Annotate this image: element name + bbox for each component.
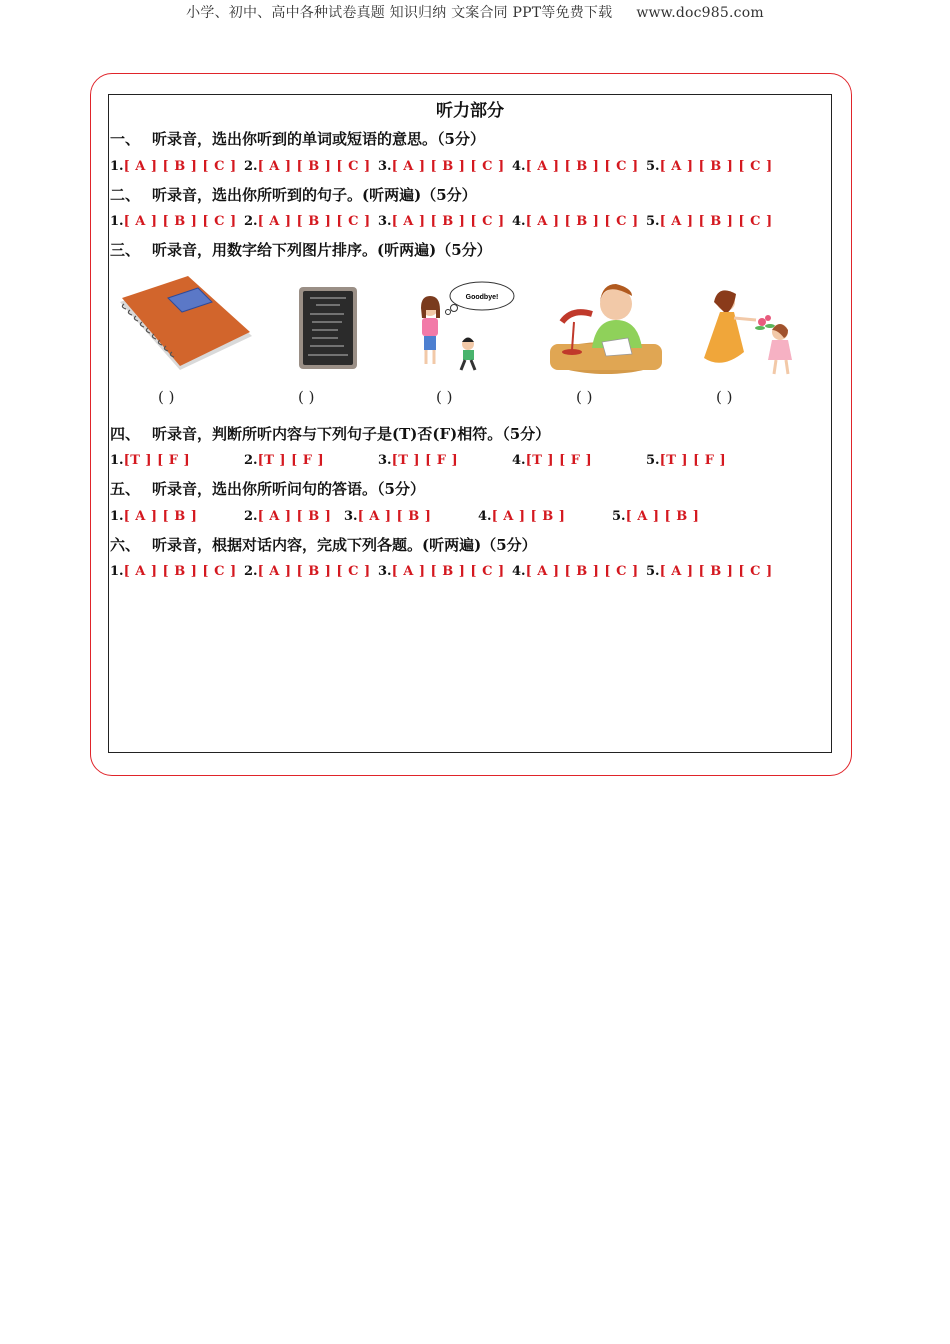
section-number: 六、 <box>110 536 141 554</box>
answer-item-5[interactable]: 5.[ A ] [ B ] [ C ] <box>646 214 773 229</box>
answer-item-5[interactable]: 5.[ A ] [ B ] [ C ] <box>646 159 773 174</box>
answer-item-1[interactable]: 1.[ A ] [ B ] <box>110 509 198 524</box>
answer-item-5[interactable]: 5.[T ] [ F ] <box>646 453 727 468</box>
goodbye-picture <box>412 278 518 378</box>
boy-writing-picture <box>546 282 662 376</box>
answer-item-3[interactable]: 3.[ A ] [ B ] [ C ] <box>378 214 505 229</box>
section-number: 三、 <box>110 241 141 259</box>
answer-item-3[interactable]: 3.[ A ] [ B ] [ C ] <box>378 564 505 579</box>
answer-item-4[interactable]: 4.[T ] [ F ] <box>512 453 593 468</box>
answer-item-2[interactable]: 2.[T ] [ F ] <box>244 453 325 468</box>
order-blank-3[interactable]: ( ) <box>436 388 453 406</box>
answer-item-1[interactable]: 1.[T ] [ F ] <box>110 453 191 468</box>
answer-item-2[interactable]: 2.[ A ] [ B ] [ C ] <box>244 159 371 174</box>
answer-item-2[interactable]: 2.[ A ] [ B ] <box>244 509 332 524</box>
answer-item-5[interactable]: 5.[ A ] [ B ] <box>612 509 700 524</box>
section-instruction: 听录音，判断所听内容与下列句子是(T)否(F)相符。（5分） <box>152 425 551 443</box>
answer-item-1[interactable]: 1.[ A ] [ B ] [ C ] <box>110 564 237 579</box>
order-blank-2[interactable]: ( ) <box>298 388 315 406</box>
section-number: 一、 <box>110 130 141 148</box>
header-site[interactable]: www.doc985.com <box>636 5 764 21</box>
order-blank-5[interactable]: ( ) <box>716 388 733 406</box>
section-number: 二、 <box>110 186 141 204</box>
section-instruction: 听录音，选出你听到的单词或短语的意思。（5分） <box>152 130 485 148</box>
answer-item-4[interactable]: 4.[ A ] [ B ] [ C ] <box>512 159 639 174</box>
speech-bubble-text: Goodbye! <box>465 294 499 301</box>
answer-item-1[interactable]: 1.[ A ] [ B ] [ C ] <box>110 214 237 229</box>
section-6-heading <box>110 534 537 555</box>
answer-item-3[interactable]: 3.[T ] [ F ] <box>378 453 459 468</box>
header-text: 小学、初中、高中各种试卷真题 知识归纳 文案合同 PPT等免费下载 <box>186 5 613 21</box>
chalkboard-picture <box>298 286 358 370</box>
answer-item-4[interactable]: 4.[ A ] [ B ] [ C ] <box>512 214 639 229</box>
section-3-heading <box>110 239 492 260</box>
section-number: 五、 <box>110 480 141 498</box>
answer-item-3[interactable]: 3.[ A ] [ B ] <box>344 509 432 524</box>
woman-girl-flowers-picture <box>690 282 800 378</box>
answer-item-4[interactable]: 4.[ A ] [ B ] [ C ] <box>512 564 639 579</box>
answer-item-3[interactable]: 3.[ A ] [ B ] [ C ] <box>378 159 505 174</box>
page-header <box>0 2 950 22</box>
section-1-heading <box>110 128 485 149</box>
answer-item-1[interactable]: 1.[ A ] [ B ] [ C ] <box>110 159 237 174</box>
notebook-picture <box>118 276 254 376</box>
section-2-heading <box>110 184 477 205</box>
answer-item-2[interactable]: 2.[ A ] [ B ] [ C ] <box>244 214 371 229</box>
section-number: 四、 <box>110 425 141 443</box>
section-4-heading <box>110 423 550 444</box>
section-instruction: 听录音，根据对话内容，完成下列各题。(听两遍)（5分） <box>152 536 537 554</box>
answer-item-5[interactable]: 5.[ A ] [ B ] [ C ] <box>646 564 773 579</box>
answer-item-4[interactable]: 4.[ A ] [ B ] <box>478 509 566 524</box>
section-title: 听力部分 <box>436 101 504 121</box>
section-instruction: 听录音，用数字给下列图片排序。(听两遍)（5分） <box>152 241 492 259</box>
section-instruction: 听录音，选出你所听到的句子。(听两遍)（5分） <box>152 186 477 204</box>
section-instruction: 听录音，选出你所听问句的答语。（5分） <box>152 480 425 498</box>
order-blank-4[interactable]: ( ) <box>576 388 593 406</box>
answer-item-2[interactable]: 2.[ A ] [ B ] [ C ] <box>244 564 371 579</box>
section-5-heading <box>110 478 425 499</box>
order-blank-1[interactable]: ( ) <box>158 388 175 406</box>
